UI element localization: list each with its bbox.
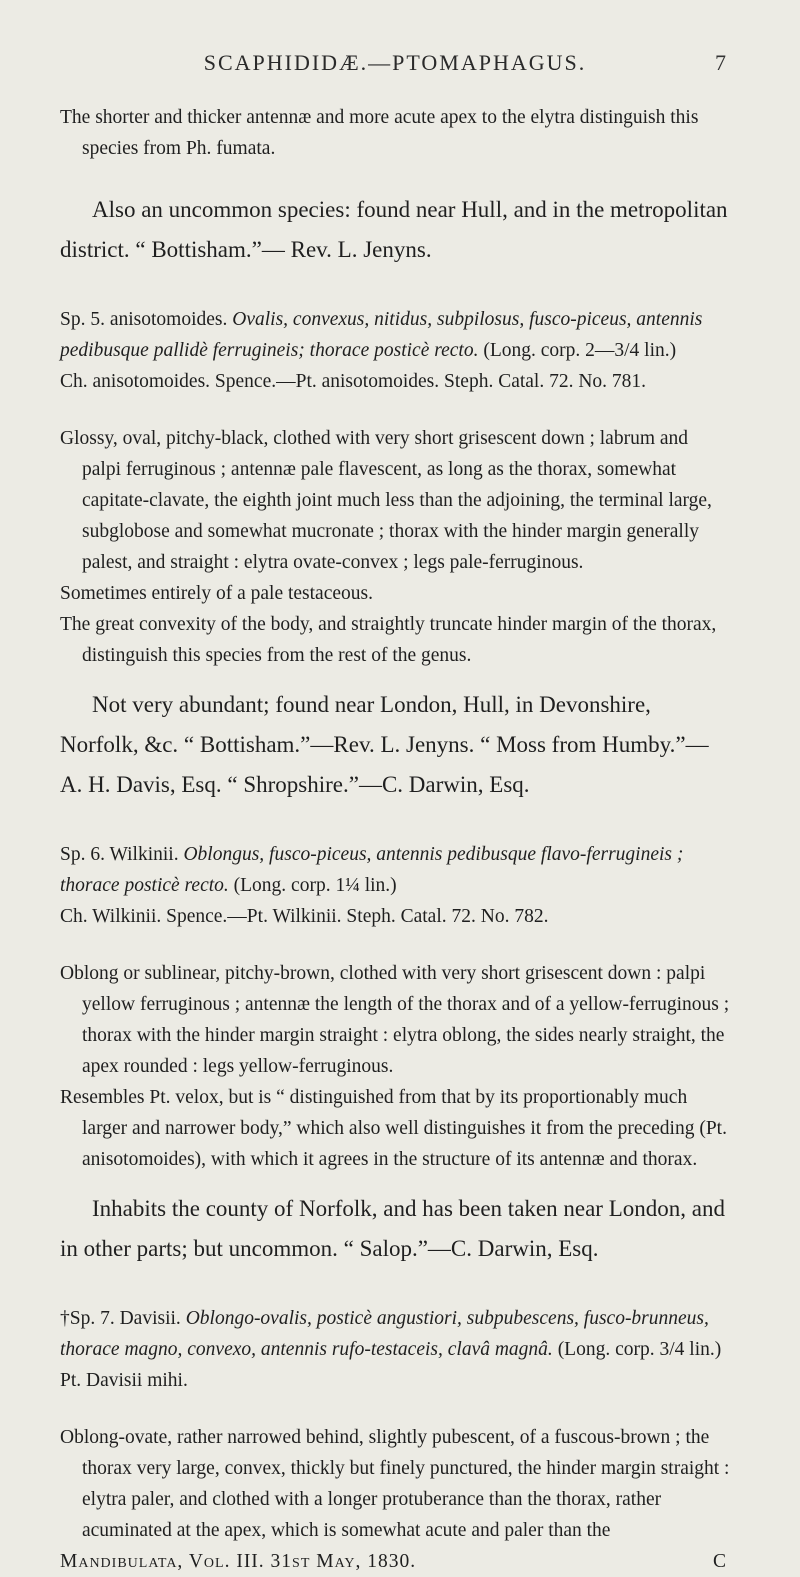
latin-diagnosis: Oblongo-ovalis, posticè angustiori, subpubescens, fusco-brunneus, thorace magno, convexo, antennis rufo-testaceis, clavâ magnâ. — [60, 1308, 709, 1360]
species-7-entry — [60, 1303, 730, 1577]
size-measurement: (Long. corp. 2—3/4 lin.) — [483, 340, 677, 361]
paragraph: The shorter and thicker antennæ and more acute apex to the elytra distinguish this species from Ph. fumata. — [60, 107, 699, 159]
description: Sometimes entirely of a pale testaceous. — [60, 583, 373, 604]
size-measurement: (Long. corp. 3/4 lin.) — [557, 1339, 722, 1360]
latin-diagnosis: Ovalis, convexus, nitidus, subpilosus, fusco-piceus, antennis pedibusque pallidè ferrugineis; thorace posticè recto. — [60, 309, 703, 361]
synonymy: Pt. Davisii mihi. — [60, 1370, 188, 1391]
page-number: 7 — [715, 50, 726, 75]
size-measurement: (Long. corp. 1¼ lin.) — [233, 875, 397, 896]
description: Oblong-ovate, rather narrowed behind, slightly pubescent, of a fuscous-brown ; the thorax very large, convex, thickly but finely punctured, the hinder margin straight : elytra paler, and clothed with a longer protuberance than the thorax, rather acuminated at the apex, which is somewhat acute and paler than the — [60, 1427, 730, 1541]
running-head — [60, 50, 730, 82]
running-head-title: SCAPHIDIDÆ.—PTOMAPHAGUS. — [203, 50, 587, 75]
species-number-name: Sp. 5. anisotomoides. — [60, 309, 228, 330]
description: Resembles Pt. velox, but is “ distinguished from that by its proportionably much larger and narrower body,” which also well distinguishes it from the preceding (Pt. anisotomoides), with which it agrees in the structure of its antennæ and thorax. — [60, 1087, 727, 1170]
signature-line: Mandibulata, Vol. III. 31st May, 1830. — [60, 1551, 417, 1572]
description: Glossy, oval, pitchy-black, clothed with very short grisescent down ; labrum and palpi ferruginous ; antennæ pale flavescent, as long as the thorax, somewhat capitate-clavate, the eighth joint much less than the adjoining, the terminal large, subglobose and somewhat mucronate ; thorax with the hinder margin generally palest, and straight : elytra ovate-convex ; legs pale-ferruginous. — [60, 428, 712, 573]
description: Oblong or sublinear, pitchy-brown, clothed with very short grisescent down : palpi yellow ferruginous ; antennæ the length of the thorax and of a yellow-ferruginous ; thorax with the hinder margin straight : elytra oblong, the sides nearly straight, the apex rounded : legs yellow-ferruginous. — [60, 963, 730, 1077]
species-6-entry — [60, 839, 730, 1269]
page-body — [60, 102, 730, 1577]
synonymy: Ch. anisotomoides. Spence.—Pt. anisotomoides. Steph. Catal. 72. No. 781. — [60, 371, 647, 392]
habitat-paragraph: Inhabits the county of Norfolk, and has been taken near London, and in other parts; but uncommon. “ Salop.”—C. Darwin, Esq. — [60, 1196, 725, 1261]
signature-mark: C — [712, 1551, 726, 1572]
footer-line — [60, 1546, 730, 1577]
latin-diagnosis: Oblongus, fusco-piceus, antennis pedibusque flavo-ferrugineis ; thorace posticè recto. — [60, 844, 684, 896]
description: The great convexity of the body, and straightly truncate hinder margin of the thorax, distinguish this species from the rest of the genus. — [60, 614, 717, 666]
species-heading — [60, 1303, 730, 1365]
species-number-name: †Sp. 7. Davisii. — [60, 1308, 181, 1329]
species-5-entry — [60, 304, 730, 805]
species-heading — [60, 839, 730, 901]
habitat-paragraph: Also an uncommon species: found near Hull, and in the metropolitan district. “ Bottisham.”— Rev. L. Jenyns. — [60, 197, 728, 262]
habitat-paragraph: Not very abundant; found near London, Hull, in Devonshire, Norfolk, &c. “ Bottisham.”—Rev. L. Jenyns. “ Moss from Humby.”—A. H. Davis, Esq. “ Shropshire.”—C. Darwin, Esq. — [60, 692, 709, 797]
species-number-name: Sp. 6. Wilkinii. — [60, 844, 179, 865]
species-heading — [60, 304, 730, 366]
synonymy: Ch. Wilkinii. Spence.—Pt. Wilkinii. Steph. Catal. 72. No. 782. — [60, 906, 549, 927]
